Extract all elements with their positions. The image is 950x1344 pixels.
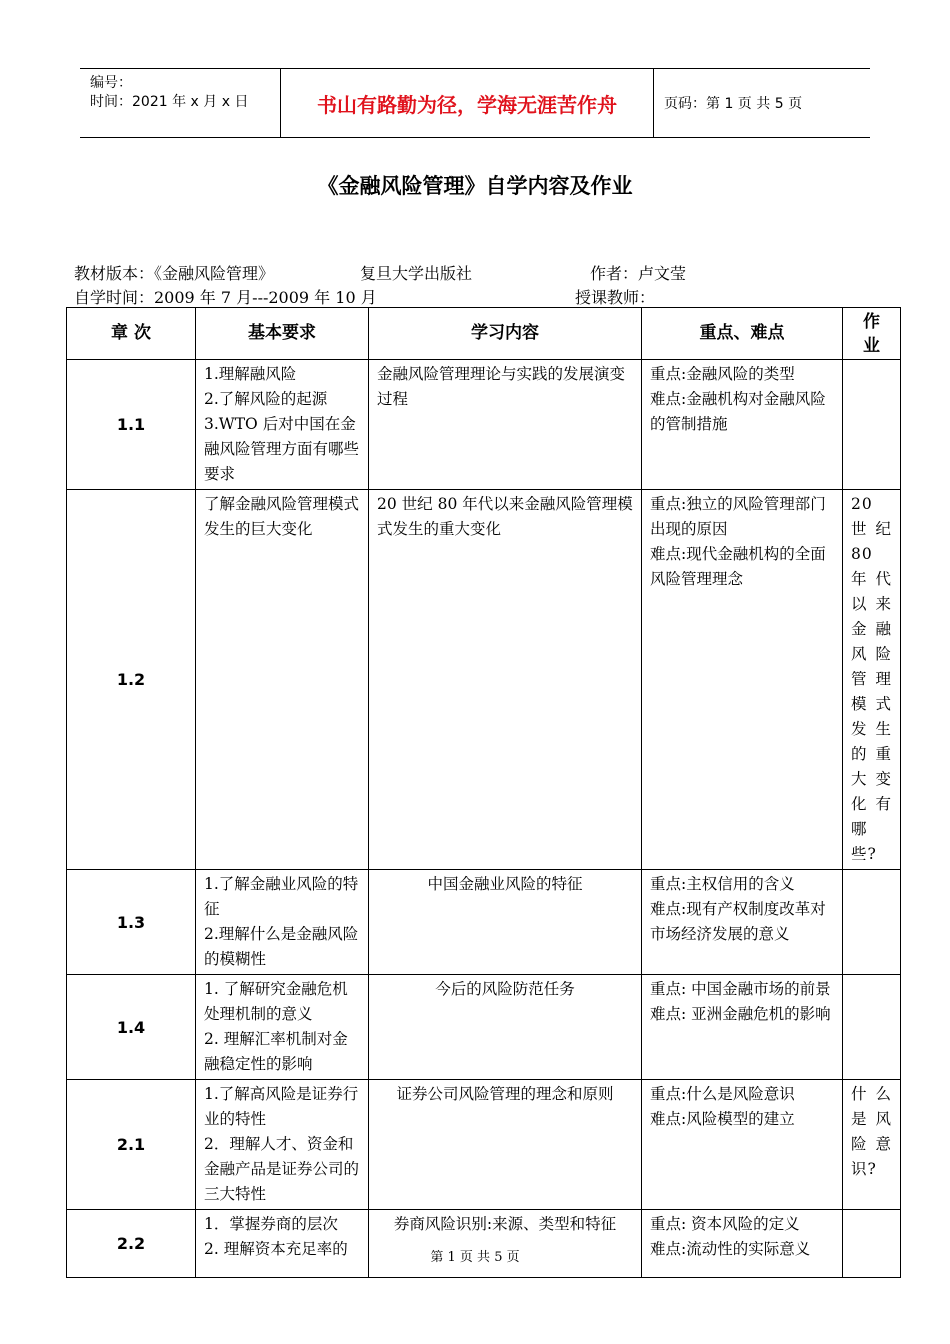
table-row — [67, 870, 901, 975]
key-point-line: 重点: 中国金融市场的前景 — [650, 980, 831, 998]
author: 作者：卢文莹 — [590, 264, 687, 283]
key-points-cell — [642, 490, 843, 870]
key-points-cell — [642, 1080, 843, 1210]
homework-cell — [843, 360, 901, 490]
requirement-line: 2.理解什么是金融风险的模糊性 — [204, 925, 359, 968]
homework-cell — [843, 1210, 901, 1278]
difficulty-line: 难点:现有产权制度改革对市场经济发展的意义 — [650, 900, 826, 943]
key-point-line: 重点:金融风险的类型 — [650, 365, 795, 383]
requirement-line: 1.了解高风险是证券行业的特性 — [204, 1085, 359, 1128]
requirement-line: 1.了解金融业风险的特征 — [204, 875, 359, 918]
page-footer: 第 1 页 共 5 页 — [430, 1250, 520, 1265]
document-title: 《金融风险管理》自学内容及作业 — [317, 174, 633, 198]
requirement-line: 3.WTO 后对中国在金融风险管理方面有哪些要求 — [204, 415, 360, 483]
difficulty-line: 难点:金融机构对金融风险的管制措施 — [650, 390, 826, 433]
header-requirements: 基本要求 — [196, 308, 369, 360]
requirements-cell — [196, 1080, 369, 1210]
difficulty-line: 难点:风险模型的建立 — [650, 1110, 795, 1128]
table-row — [67, 1080, 901, 1210]
document-time: 时间：2021 年 x 月 x 日 — [90, 94, 249, 110]
chapter-cell: 2.1 — [67, 1080, 196, 1210]
content-cell: 券商风险识别:来源、类型和特征 — [369, 1210, 642, 1278]
requirement-line: 2.了解风险的起源 — [204, 390, 328, 408]
chapter-cell: 2.2 — [67, 1210, 196, 1278]
table-header-row — [67, 308, 901, 360]
key-point-line: 重点:独立的风险管理部门出现的原因 — [650, 495, 826, 538]
content-cell: 金融风险管理理论与实践的发展演变过程 — [369, 360, 642, 490]
page-header — [80, 68, 870, 138]
table-row — [67, 490, 901, 870]
chapter-cell: 1.1 — [67, 360, 196, 490]
difficulty-line: 难点: 亚洲金融危机的影响 — [650, 1005, 831, 1023]
content-cell: 20 世纪 80 年代以来金融风险管理模式发生的重大变化 — [369, 490, 642, 870]
requirement-line: 2．理解人才、资金和金融产品是证券公司的三大特性 — [204, 1135, 360, 1203]
header-motto: 书山有路勤为径，学海无涯苦作舟 — [280, 69, 654, 137]
requirement-line: 1．掌握券商的层次 — [204, 1215, 338, 1233]
header-meta — [80, 69, 280, 137]
homework-cell: 什么是风险意识? — [843, 1080, 901, 1210]
header-chapter: 章 次 — [67, 308, 196, 360]
requirements-cell — [196, 870, 369, 975]
key-point-line: 重点: 资本风险的定义 — [650, 1215, 800, 1233]
content-cell: 证券公司风险管理的理念和原则 — [369, 1080, 642, 1210]
difficulty-line: 难点:现代金融机构的全面风险管理理念 — [650, 545, 826, 588]
key-point-line: 重点:主权信用的含义 — [650, 875, 795, 893]
homework-cell — [843, 870, 901, 975]
publisher: 复旦大学出版社 — [360, 264, 473, 283]
homework-cell — [843, 975, 901, 1080]
difficulty-line: 难点:流动性的实际意义 — [650, 1240, 811, 1258]
content-cell: 中国金融业风险的特征 — [369, 870, 642, 975]
chapter-cell: 1.2 — [67, 490, 196, 870]
key-points-cell — [642, 870, 843, 975]
requirement-line: 2. 理解资本充足率的 — [204, 1240, 348, 1258]
requirements-cell — [196, 490, 369, 870]
header-homework: 作业 — [843, 308, 901, 360]
content-cell: 今后的风险防范任务 — [369, 975, 642, 1080]
document-number: 编号： — [90, 75, 132, 91]
table-row — [67, 360, 901, 490]
requirements-cell — [196, 975, 369, 1080]
header-key-points: 重点、难点 — [642, 308, 843, 360]
teacher: 授课教师： — [575, 288, 656, 307]
requirement-line: 1. 了解研究金融危机处理机制的意义 — [204, 980, 348, 1023]
textbook-version: 教材版本：《金融风险管理》 — [74, 264, 275, 283]
requirements-cell — [196, 1210, 369, 1278]
key-point-line: 重点:什么是风险意识 — [650, 1085, 795, 1103]
chapter-cell: 1.3 — [67, 870, 196, 975]
requirements-cell — [196, 360, 369, 490]
requirement-line: 了解金融风险管理模式发生的巨大变化 — [204, 495, 360, 538]
requirement-line: 2. 理解汇率机制对金融稳定性的影响 — [204, 1030, 348, 1073]
key-points-cell — [642, 975, 843, 1080]
homework-cell: 20 世纪 80 年代以来金融风险管理模式发生的重大变化有哪些? — [843, 490, 901, 870]
table-row — [67, 975, 901, 1080]
chapter-cell: 1.4 — [67, 975, 196, 1080]
requirement-line: 1.理解融风险 — [204, 365, 297, 383]
study-table — [66, 307, 901, 1278]
table-row — [67, 1210, 901, 1278]
header-content: 学习内容 — [369, 308, 642, 360]
page-code: 页码：第 1 页 共 5 页 — [664, 96, 803, 112]
key-points-cell — [642, 1210, 843, 1278]
study-time: 自学时间：2009 年 7 月---2009 年 10 月 — [74, 288, 377, 307]
key-points-cell — [642, 360, 843, 490]
